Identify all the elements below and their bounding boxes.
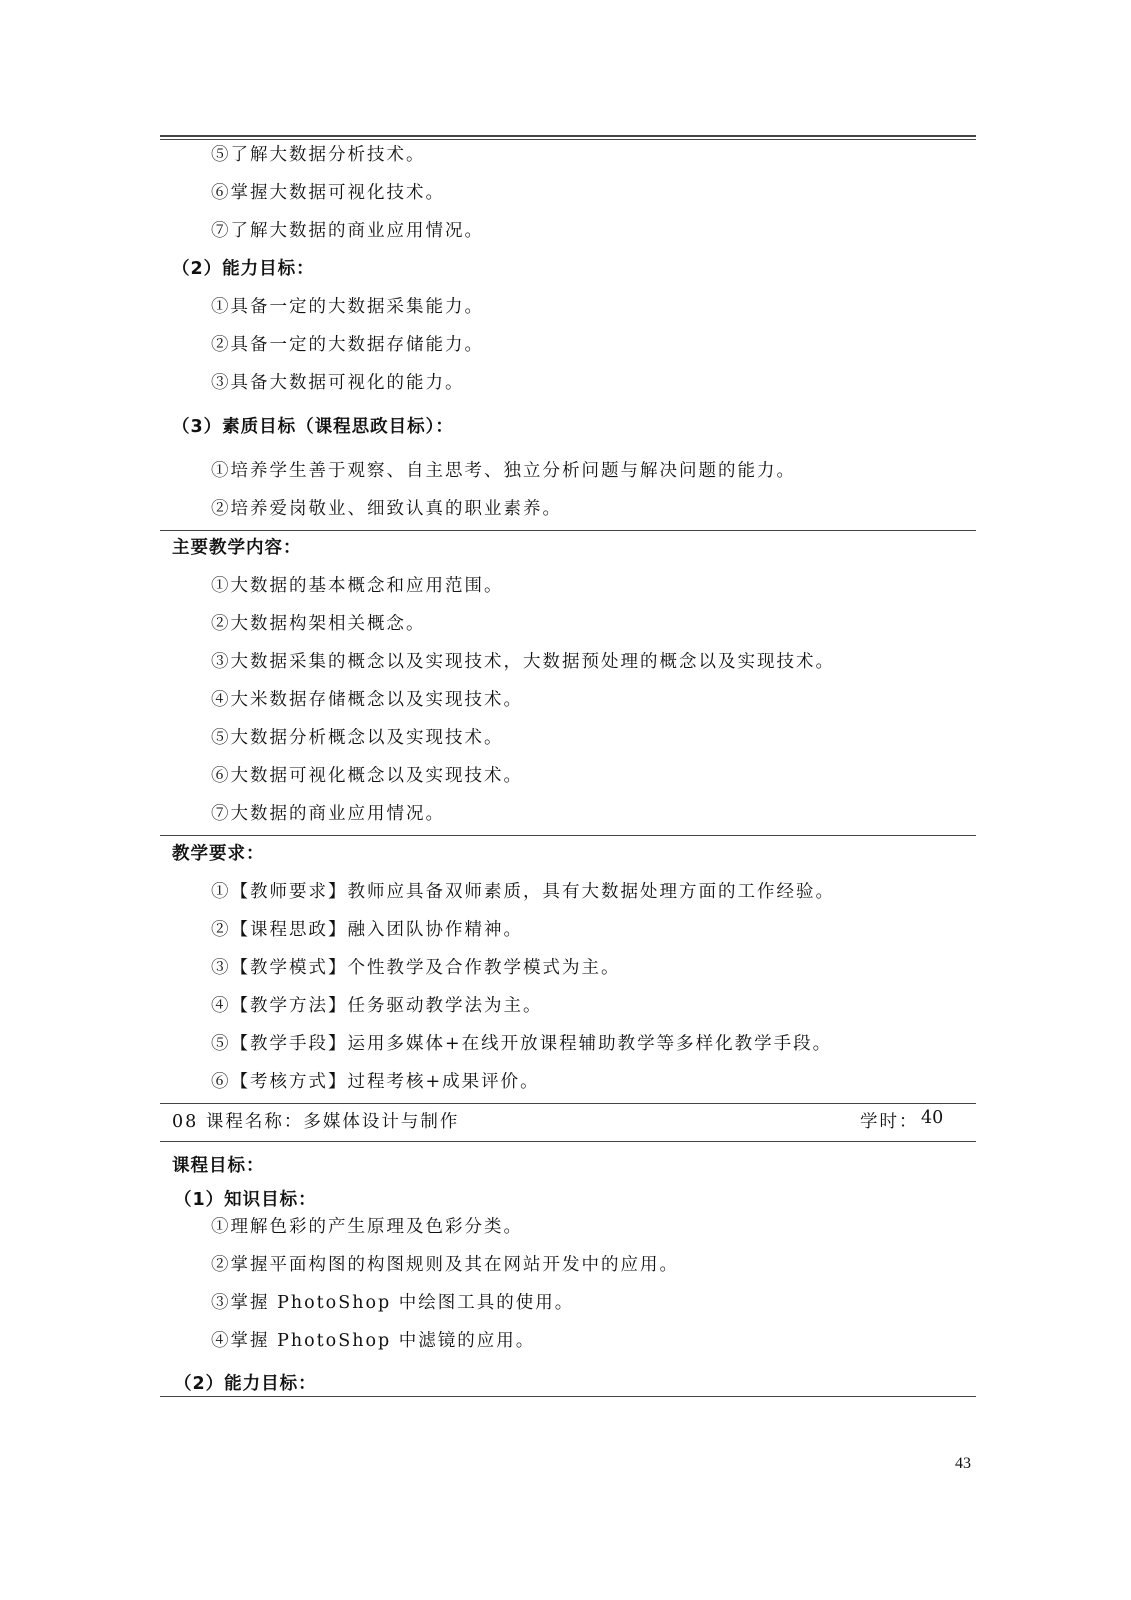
section-divider xyxy=(160,835,976,836)
requirement-item: ④【教学方法】任务驱动教学法为主。 xyxy=(211,996,543,1016)
bottom-rule xyxy=(160,1396,976,1397)
knowledge-item: ⑥掌握大数据可视化技术。 xyxy=(211,183,445,203)
ability-heading: （2）能力目标： xyxy=(174,1374,317,1394)
section-divider xyxy=(160,1103,976,1104)
content-item: ③大数据采集的概念以及实现技术，大数据预处理的概念以及实现技术。 xyxy=(211,652,835,672)
content-item: ②大数据构架相关概念。 xyxy=(211,614,426,634)
course-name: 08 课程名称：多媒体设计与制作 xyxy=(172,1112,460,1132)
requirement-item: ①【教师要求】教师应具备双师素质，具有大数据处理方面的工作经验。 xyxy=(211,882,835,902)
top-rule-thin xyxy=(160,139,976,140)
top-rule xyxy=(160,135,976,137)
knowledge-item: ②掌握平面构图的构图规则及其在网站开发中的应用。 xyxy=(211,1255,679,1275)
knowledge-item: ③掌握 PhotoShop 中绘图工具的使用。 xyxy=(211,1293,575,1313)
requirement-item: ⑤【教学手段】运用多媒体+在线开放课程辅助教学等多样化教学手段。 xyxy=(211,1034,833,1054)
content-item: ⑥大数据可视化概念以及实现技术。 xyxy=(211,766,523,786)
content-item: ⑤大数据分析概念以及实现技术。 xyxy=(211,728,504,748)
page-number: 43 xyxy=(955,1455,971,1472)
hours-value: 40 xyxy=(921,1108,944,1128)
requirement-item: ②【课程思政】融入团队协作精神。 xyxy=(211,920,523,940)
content-item: ④大米数据存储概念以及实现技术。 xyxy=(211,690,523,710)
ability-heading: （2）能力目标： xyxy=(172,259,315,279)
requirement-item: ③【教学模式】个性教学及合作教学模式为主。 xyxy=(211,958,621,978)
quality-item: ①培养学生善于观察、自主思考、独立分析问题与解决问题的能力。 xyxy=(211,461,796,481)
content-item: ①大数据的基本概念和应用范围。 xyxy=(211,576,504,596)
section-divider xyxy=(160,530,976,531)
content-heading: 主要教学内容： xyxy=(172,538,302,558)
section-divider xyxy=(160,1141,976,1142)
ability-item: ③具备大数据可视化的能力。 xyxy=(211,373,465,393)
content-item: ⑦大数据的商业应用情况。 xyxy=(211,804,445,824)
knowledge-item: ⑦了解大数据的商业应用情况。 xyxy=(211,221,484,241)
knowledge-heading: （1）知识目标： xyxy=(174,1190,317,1210)
quality-item: ②培养爱岗敬业、细致认真的职业素养。 xyxy=(211,499,562,519)
hours-label: 学时： xyxy=(860,1112,919,1132)
knowledge-item: ⑤了解大数据分析技术。 xyxy=(211,145,426,165)
goals-heading: 课程目标： xyxy=(172,1156,265,1176)
ability-item: ②具备一定的大数据存储能力。 xyxy=(211,335,484,355)
ability-item: ①具备一定的大数据采集能力。 xyxy=(211,297,484,317)
requirements-heading: 教学要求： xyxy=(172,844,265,864)
knowledge-item: ④掌握 PhotoShop 中滤镜的应用。 xyxy=(211,1331,536,1351)
quality-heading: （3）素质目标（课程思政目标）： xyxy=(172,417,454,437)
requirement-item: ⑥【考核方式】过程考核+成果评价。 xyxy=(211,1072,540,1092)
knowledge-item: ①理解色彩的产生原理及色彩分类。 xyxy=(211,1217,523,1237)
